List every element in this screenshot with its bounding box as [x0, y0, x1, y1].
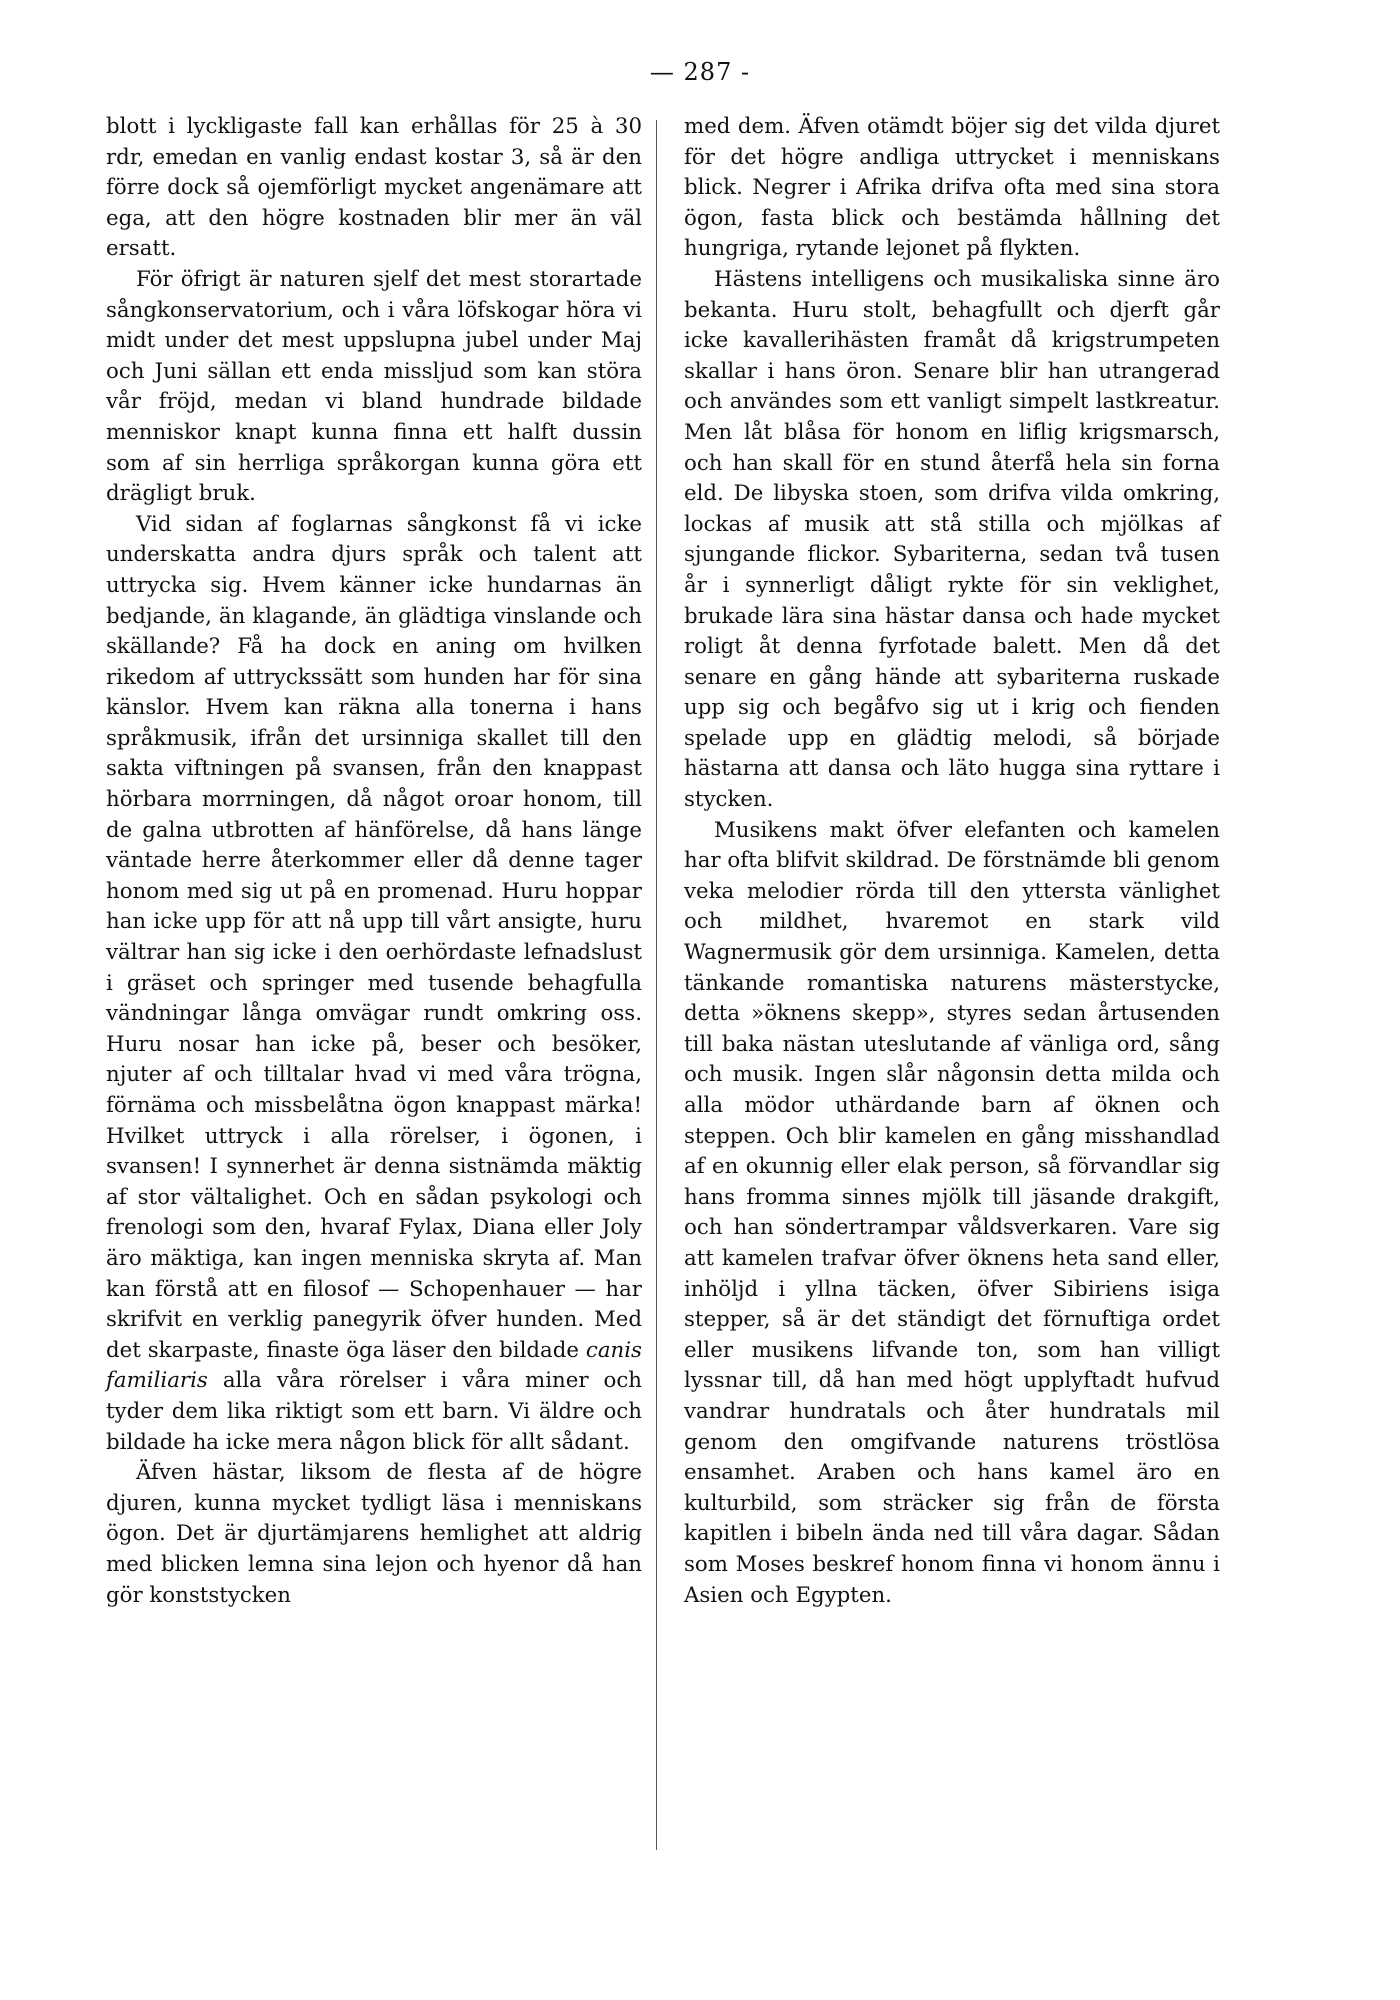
right-column — [684, 112, 1220, 1611]
right-paragraph-2: Hästens intelligens och musikaliska sinne äro bekanta. Huru stolt, behagfullt och djerft går icke kavallerihästen framåt då krigstrumpeten skallar i hans öron. Senare blir han utrangerad och användes som ett vanligt simpelt lastkreatur. Men låt blåsa för honom en liflig krigsmarsch, och han skall för en stund återfå hela sin forna eld. De libyska stoen, som drifva vilda omkring, lockas af musik att stå stilla och mjölkas af sjungande flickor. Sybariterna, sedan två tusen år i synnerligt dåligt rykte för sin veklighet, brukade lära sina hästar dansa och hade mycket roligt åt denna fyrfotade balett. Men då det senare en gång hände att sybariterna ruskade upp sig och begåfvo sig ut i krig och fienden spelade upp en glädtig melodi, så började hästarna att dansa och läto hugga sina ryttare i stycken. — [684, 266, 1220, 813]
left-paragraph-3 — [106, 510, 642, 1458]
left-paragraph-1: blott i lyckligaste fall kan erhållas för 25 à 30 rdr, emedan en vanlig endast kostar 3, så är den förre dock så ojemförligt mycket angenämare att ega, att den högre kostnaden blir mer än väl ersatt. — [106, 114, 642, 262]
latin-term: canis familiaris — [106, 1337, 642, 1394]
page-number: — 287 - — [649, 58, 751, 86]
column-divider — [656, 120, 657, 1850]
left-paragraph-3-text: Vid sidan af foglarnas sångkonst få vi icke underskatta andra djurs språk och talent att uttrycka sig. Hvem känner icke hundarnas än bedjande, än klagande, än glädtiga vinslande och skällande? Få ha dock en aning om hvilken rikedom af uttryckssätt som hunden har för sina känslor. Hvem kan räkna alla tonerna i hans språkmusik, ifrån det ursinniga skallet till den sakta viftningen på svansen, från den knappast hörbara morrningen, då något oroar honom, till de galna utbrotten af hänförelse, då hans länge väntade herre återkommer eller då denne tager honom med sig ut på en promenad. Huru hoppar han icke upp för att nå upp till vårt ansigte, huru vältrar han sig icke i den oerhördaste lefnadslust i gräset och springer med tusende behagfulla vändningar långa omvägar rundt omkring oss. Huru nosar han icke på, beser och besöker, njuter af och tilltalar hvad vi med våra trögna, förnäma och missbelåtna ögon knappast märka! Hvilket uttryck i alla rörelser, i ögonen, i svansen! I synnerhet är denna sistnämda mäktig af stor vältalighet. Och en sådan psykologi och frenologi som den, hvaraf Fylax, Diana eller Joly äro mäktiga, kan ingen menniska skryta af. Man kan förstå att en filosof — Schopenhauer — har skrifvit en verklig panegyrik öfver hunden. Med det skarpaste, finaste öga läser den bildade — [106, 511, 642, 1363]
left-paragraph-2: För öfrigt är naturen sjelf det mest storartade sångkonservatorium, och i våra löfskogar höra vi midt under det mest uppslupna jubel under Maj och Juni sällan ett enda missljud som kan störa vår fröjd, medan vi bland hundrade bildade menniskor knapt kunna finna ett halft dussin som af sin herrliga språkorgan kunna göra ett drägligt bruk. — [106, 266, 642, 507]
left-paragraph-4: Äfven hästar, liksom de flesta af de högre djuren, kunna mycket tydligt läsa i menniskans ögon. Det är djurtämjarens hemlighet att aldrig med blicken lemna sina lejon och hyenor då han gör konststycken — [106, 1460, 642, 1608]
right-paragraph-3: Musikens makt öfver elefanten och kamelen har ofta blifvit skildrad. De förstnämde bli genom veka melodier rörda till den yttersta vänlighet och mildhet, hvaremot en stark vild Wagnermusik gör dem ursinniga. Kamelen, detta tänkande romantiska naturens mästerstycke, detta »öknens skepp», styres sedan årtusenden till baka nästan uteslutande af vänliga ord, sång och musik. Ingen slår någonsin detta milda och alla mödor uthärdande barn af öknen och steppen. Och blir kamelen en gång misshandlad af en okunnig eller elak person, så förvandlar sig hans fromma sinnes mjölk till jäsande drakgift, och han söndertrampar våldsverkaren. Vare sig att kamelen trafvar öfver öknens heta sand eller, inhöljd i yllna täcken, öfver Sibiriens isiga stepper, så är det ständigt det förnuftiga ordet eller musikens lifvande ton, som han villigt lyssnar till, då han med högt upplyftadt hufvud vandrar hundratals och åter hundratals mil genom den omgifvande naturens tröstlösa ensamhet. Araben och hans kamel äro en kulturbild, som sträcker sig från de första kapitlen i bibeln ända ned till våra dagar. Sådan som Moses beskref honom finna vi honom ännu i Asien och Egypten. — [684, 817, 1220, 1608]
left-column — [106, 112, 642, 1611]
left-paragraph-3-end: alla våra rörelser i våra miner och tyder dem lika riktigt som ett barn. Vi äldre och bildade ha icke mera någon blick för allt sådant. — [106, 1368, 642, 1455]
right-paragraph-1: med dem. Äfven otämdt böjer sig det vilda djuret för det högre andliga uttrycket i menniskans blick. Negrer i Afrika drifva ofta med sina stora ögon, fasta blick och bestämda hållning det hungriga, rytande lejonet på flykten. — [684, 114, 1220, 262]
